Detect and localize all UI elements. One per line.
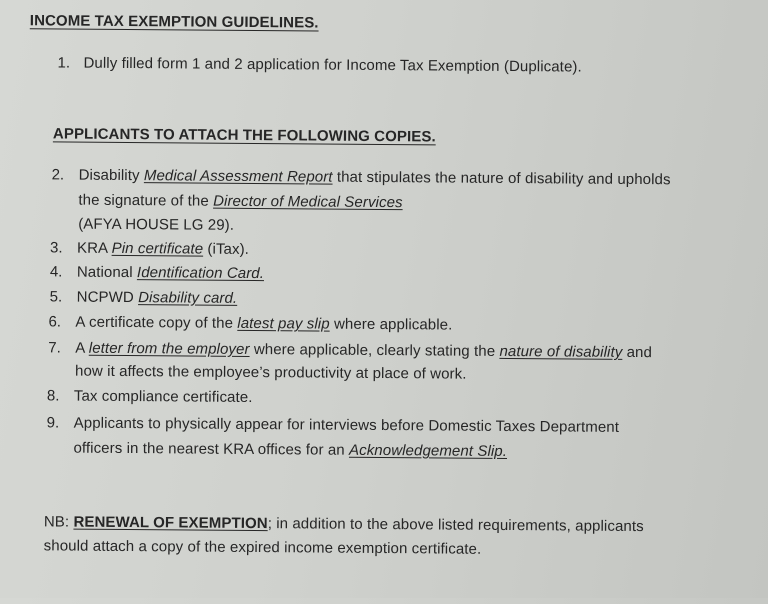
item-9-line-2-pre: officers in the nearest KRA offices for an <box>73 439 350 459</box>
letter-from-employer-text: letter from the employer <box>88 339 250 358</box>
item-7-post: and <box>622 343 653 362</box>
item-7-mid: where applicable, clearly stating the <box>249 340 500 360</box>
document-title: INCOME TAX EXEMPTION GUIDELINES. <box>29 12 319 32</box>
item-6-text <box>75 313 452 336</box>
item-7-line-2: how it affects the employee’s productivity at place of work. <box>75 362 467 383</box>
item-9-line-1: Applicants to physically appear for interviews before Domestic Taxes Department <box>73 414 620 436</box>
item-4-number: 4. <box>49 263 63 281</box>
item-3-post: (iTax). <box>203 240 250 258</box>
item-3-text <box>77 239 249 260</box>
note-text: ; in addition to the above listed requirements, applicants <box>267 515 644 536</box>
item-5-text <box>77 288 238 309</box>
latest-pay-slip-text: latest pay slip <box>237 314 330 333</box>
item-2-post: that stipulates the nature of disability and upholds <box>332 168 671 189</box>
item-6-pre: A certificate copy of the <box>75 313 238 332</box>
item-3-pre: KRA <box>76 239 112 257</box>
item-2-number: 2. <box>51 166 65 184</box>
item-2-line-2-pre: the signature of the <box>78 191 214 210</box>
item-5-number: 5. <box>49 288 63 306</box>
item-3-number: 3. <box>49 239 63 257</box>
item-8-number: 8. <box>46 387 60 405</box>
pin-certificate-text: Pin certificate <box>111 239 204 258</box>
section-heading: APPLICANTS TO ATTACH THE FOLLOWING COPIES. <box>52 125 436 146</box>
item-2-pre: Disability <box>78 166 144 185</box>
item-7-pre: A <box>75 339 89 357</box>
note-line-1 <box>44 512 644 537</box>
disability-card-text: Disability card. <box>138 289 238 307</box>
item-2-line-1 <box>79 166 671 191</box>
item-9-line-2 <box>73 439 507 462</box>
item-6-post: where applicable. <box>329 315 453 334</box>
item-5-pre: NCPWD <box>76 288 139 307</box>
item-6-number: 6. <box>48 313 62 331</box>
acknowledgement-slip-text: Acknowledgement Slip. <box>348 441 508 460</box>
renewal-of-exemption-label: RENEWAL OF EXEMPTION <box>73 513 268 533</box>
director-medical-services-text: Director of Medical Services <box>213 192 403 212</box>
item-2-line-2 <box>78 191 402 214</box>
item-7-number: 7. <box>48 339 61 357</box>
item-9-number: 9. <box>46 414 60 432</box>
nature-of-disability-text: nature of disability <box>499 342 623 361</box>
item-7-line-1 <box>75 339 652 364</box>
item-8-text: Tax compliance certificate. <box>73 387 253 406</box>
item-1-text: Dully filled form 1 and 2 application for Income Tax Exemption (Duplicate). <box>83 54 582 76</box>
item-4-pre: National <box>76 263 138 282</box>
item-4-text <box>77 263 264 284</box>
note-line-2: should attach a copy of the expired income exemption certificate. <box>43 537 482 558</box>
medical-assessment-report-text: Medical Assessment Report <box>143 167 333 186</box>
identification-card-text: Identification Card. <box>136 264 265 283</box>
item-1-number: 1. <box>57 54 71 72</box>
note-prefix: NB: <box>43 513 74 531</box>
item-2-line-3: (AFYA HOUSE LG 29). <box>78 215 235 234</box>
